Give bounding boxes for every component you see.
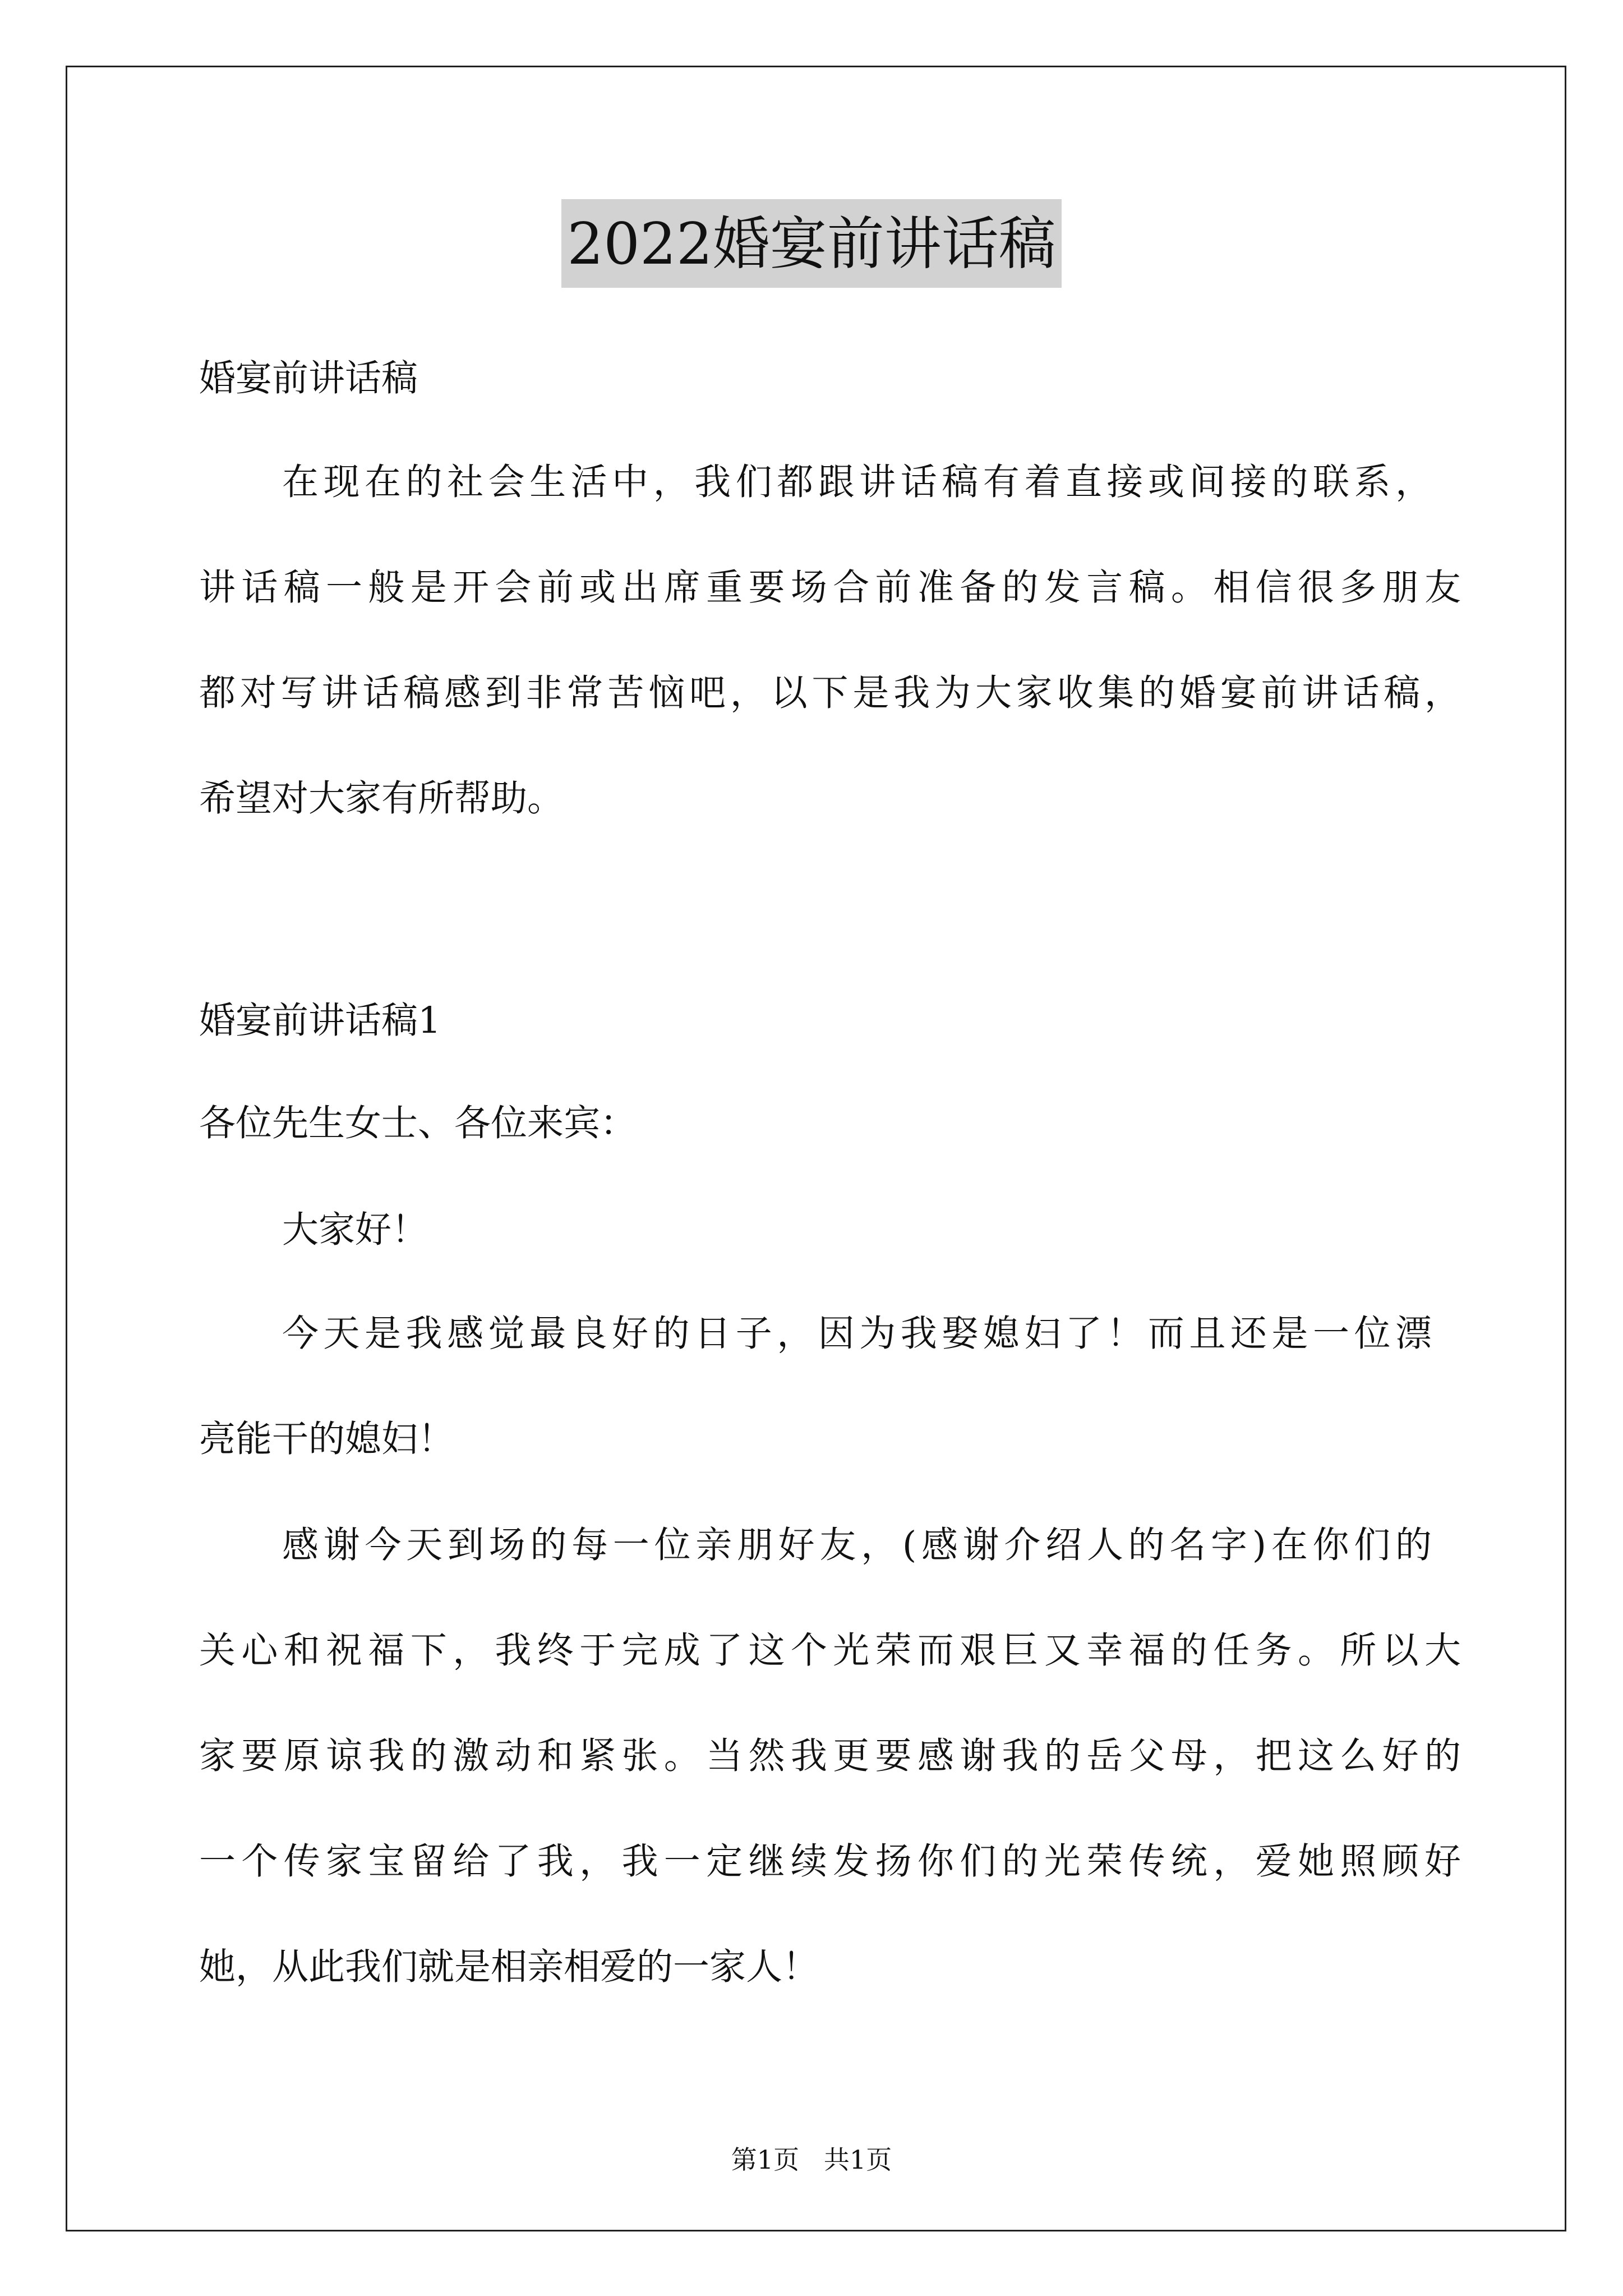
salutation: 各位先生女士、各位来宾： xyxy=(199,1102,637,1144)
section-heading: 婚宴前讲话稿1 xyxy=(199,1000,441,1042)
para1-line-1: 今天是我感觉最良好的日子，因为我娶媳妇了！而且还是一位漂 xyxy=(282,1313,1432,1355)
para2-line-2: 关心和祝福下，我终于完成了这个光荣而艰巨又幸福的任务。所以大 xyxy=(199,1630,1461,1672)
intro-line-3: 都对写讲话稿感到非常苦恼吧，以下是我为大家收集的婚宴前讲话稿， xyxy=(199,672,1461,714)
para2-line-4: 一个传家宝留给了我，我一定继续发扬你们的光荣传统，爱她照顾好 xyxy=(199,1841,1461,1883)
intro-line-2: 讲话稿一般是开会前或出席重要场合前准备的发言稿。相信很多朋友 xyxy=(199,567,1461,609)
document-title: 2022婚宴前讲话稿 xyxy=(561,199,1062,288)
intro-line-4: 希望对大家有所帮助。 xyxy=(199,777,564,820)
para1-line-2: 亮能干的媳妇！ xyxy=(199,1418,455,1460)
para2-line-3: 家要原谅我的激动和紧张。当然我更要感谢我的岳父母，把这么好的 xyxy=(199,1735,1461,1777)
page-footer: 第1页 共1页 xyxy=(731,2145,892,2175)
intro-heading: 婚宴前讲话稿 xyxy=(199,357,418,399)
greeting: 大家好！ xyxy=(282,1209,428,1251)
intro-line-1: 在现在的社会生活中，我们都跟讲话稿有着直接或间接的联系， xyxy=(282,461,1432,503)
title-container xyxy=(0,199,1623,288)
para2-line-1: 感谢今天到场的每一位亲朋好友，(感谢介绍人的名字)在你们的 xyxy=(282,1524,1432,1566)
para2-line-5: 她，从此我们就是相亲相爱的一家人！ xyxy=(199,1946,819,1988)
